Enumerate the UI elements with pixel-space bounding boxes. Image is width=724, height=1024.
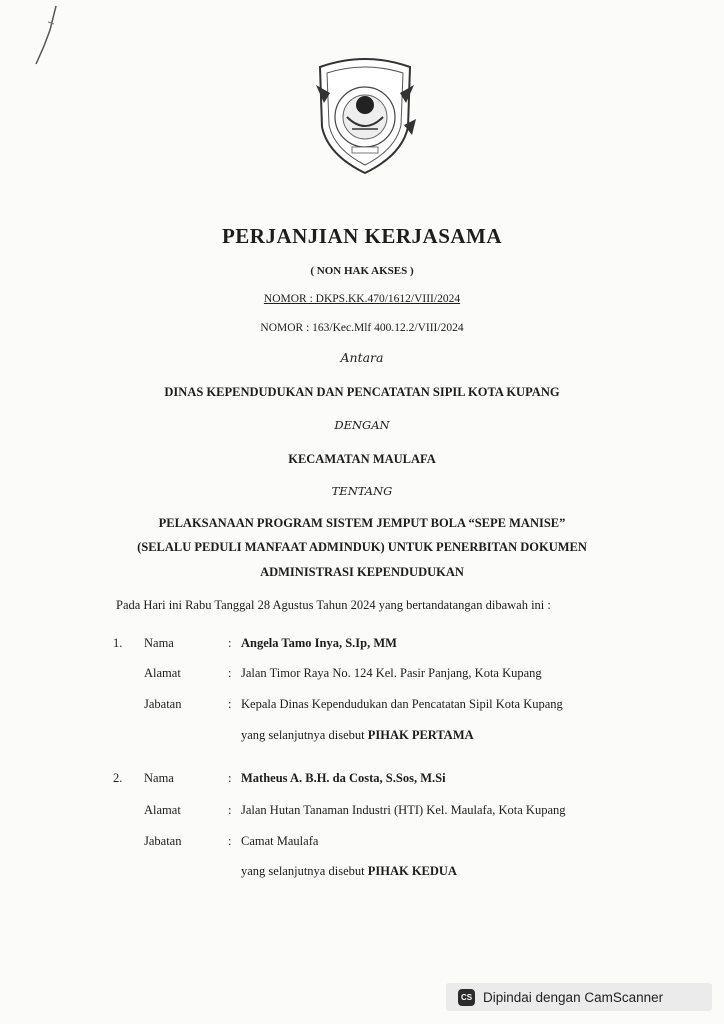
dengan-label: DENGAN [334,418,390,432]
party-2-jabatan-colon: : [228,834,232,848]
subject-line-2: (SELALU PEDULI MANFAAT ADMINDUK) UNTUK PENERBITAN DOKUMEN [137,540,587,554]
subject-line-1: PELAKSANAAN PROGRAM SISTEM JEMPUT BOLA “SEPE MANISE” [158,516,566,530]
party-2-jabatan-label: Jabatan [144,834,182,848]
party-1-nama-label: Nama [144,636,174,650]
party-2-jabatan: Camat Maulafa [241,834,319,848]
tentang-label: TENTANG [331,484,393,498]
party-1-number: 1. [113,636,123,650]
party-1-designation: yang selanjutnya disebut PIHAK PERTAMA [241,728,474,742]
antara-label: Antara [340,350,384,365]
party-2-nama: Matheus A. B.H. da Costa, S.Sos, M.Si [241,771,446,785]
party-1-jabatan-label: Jabatan [144,697,182,711]
document-title: PERJANJIAN KERJASAMA [221,224,503,248]
scan-mark [28,2,68,72]
party-2-nama-colon: : [228,771,232,785]
intro-paragraph: Pada Hari ini Rabu Tanggal 28 Agustus Tahun 2024 yang bertandatangan dibawah ini : [116,598,551,612]
party-1-nama: Angela Tamo Inya, S.Ip, MM [241,636,397,650]
party-1-alamat-label: Alamat [144,666,181,680]
party-2-nama-label: Nama [144,771,174,785]
party-2-alamat-label: Alamat [144,803,181,817]
document-subtitle: ( NON HAK AKSES ) [310,265,414,277]
party-1-institution: DINAS KEPENDUDUKAN DAN PENCATATAN SIPIL KOTA KUPANG [164,385,560,399]
camscanner-watermark [446,983,712,1011]
party-1-alamat: Jalan Timor Raya No. 124 Kel. Pasir Panjang, Kota Kupang [241,666,542,680]
nomor-2: NOMOR : 163/Kec.Mlf 400.12.2/VIII/2024 [260,322,464,334]
party-2-institution: KECAMATAN MAULAFA [288,452,436,466]
party-1-jabatan: Kepala Dinas Kependudukan dan Pencatatan Sipil Kota Kupang [241,697,563,711]
party-1-nama-colon: : [228,636,232,650]
party-2-designation: yang selanjutnya disebut PIHAK KEDUA [241,864,457,878]
subject-line-3: ADMINISTRASI KEPENDUDUKAN [260,565,464,579]
party-2-number: 2. [113,771,123,785]
party-1-alamat-colon: : [228,666,232,680]
party-2-alamat: Jalan Hutan Tanaman Industri (HTI) Kel. Maulafa, Kota Kupang [241,803,566,817]
camscanner-icon: CS [458,989,475,1006]
camscanner-text: Dipindai dengan CamScanner [483,989,664,1005]
party-1-jabatan-colon: : [228,697,232,711]
nomor-1: NOMOR : DKPS.KK.470/1612/VIII/2024 [263,293,461,305]
city-emblem-logo [312,55,418,177]
party-2-alamat-colon: : [228,803,232,817]
